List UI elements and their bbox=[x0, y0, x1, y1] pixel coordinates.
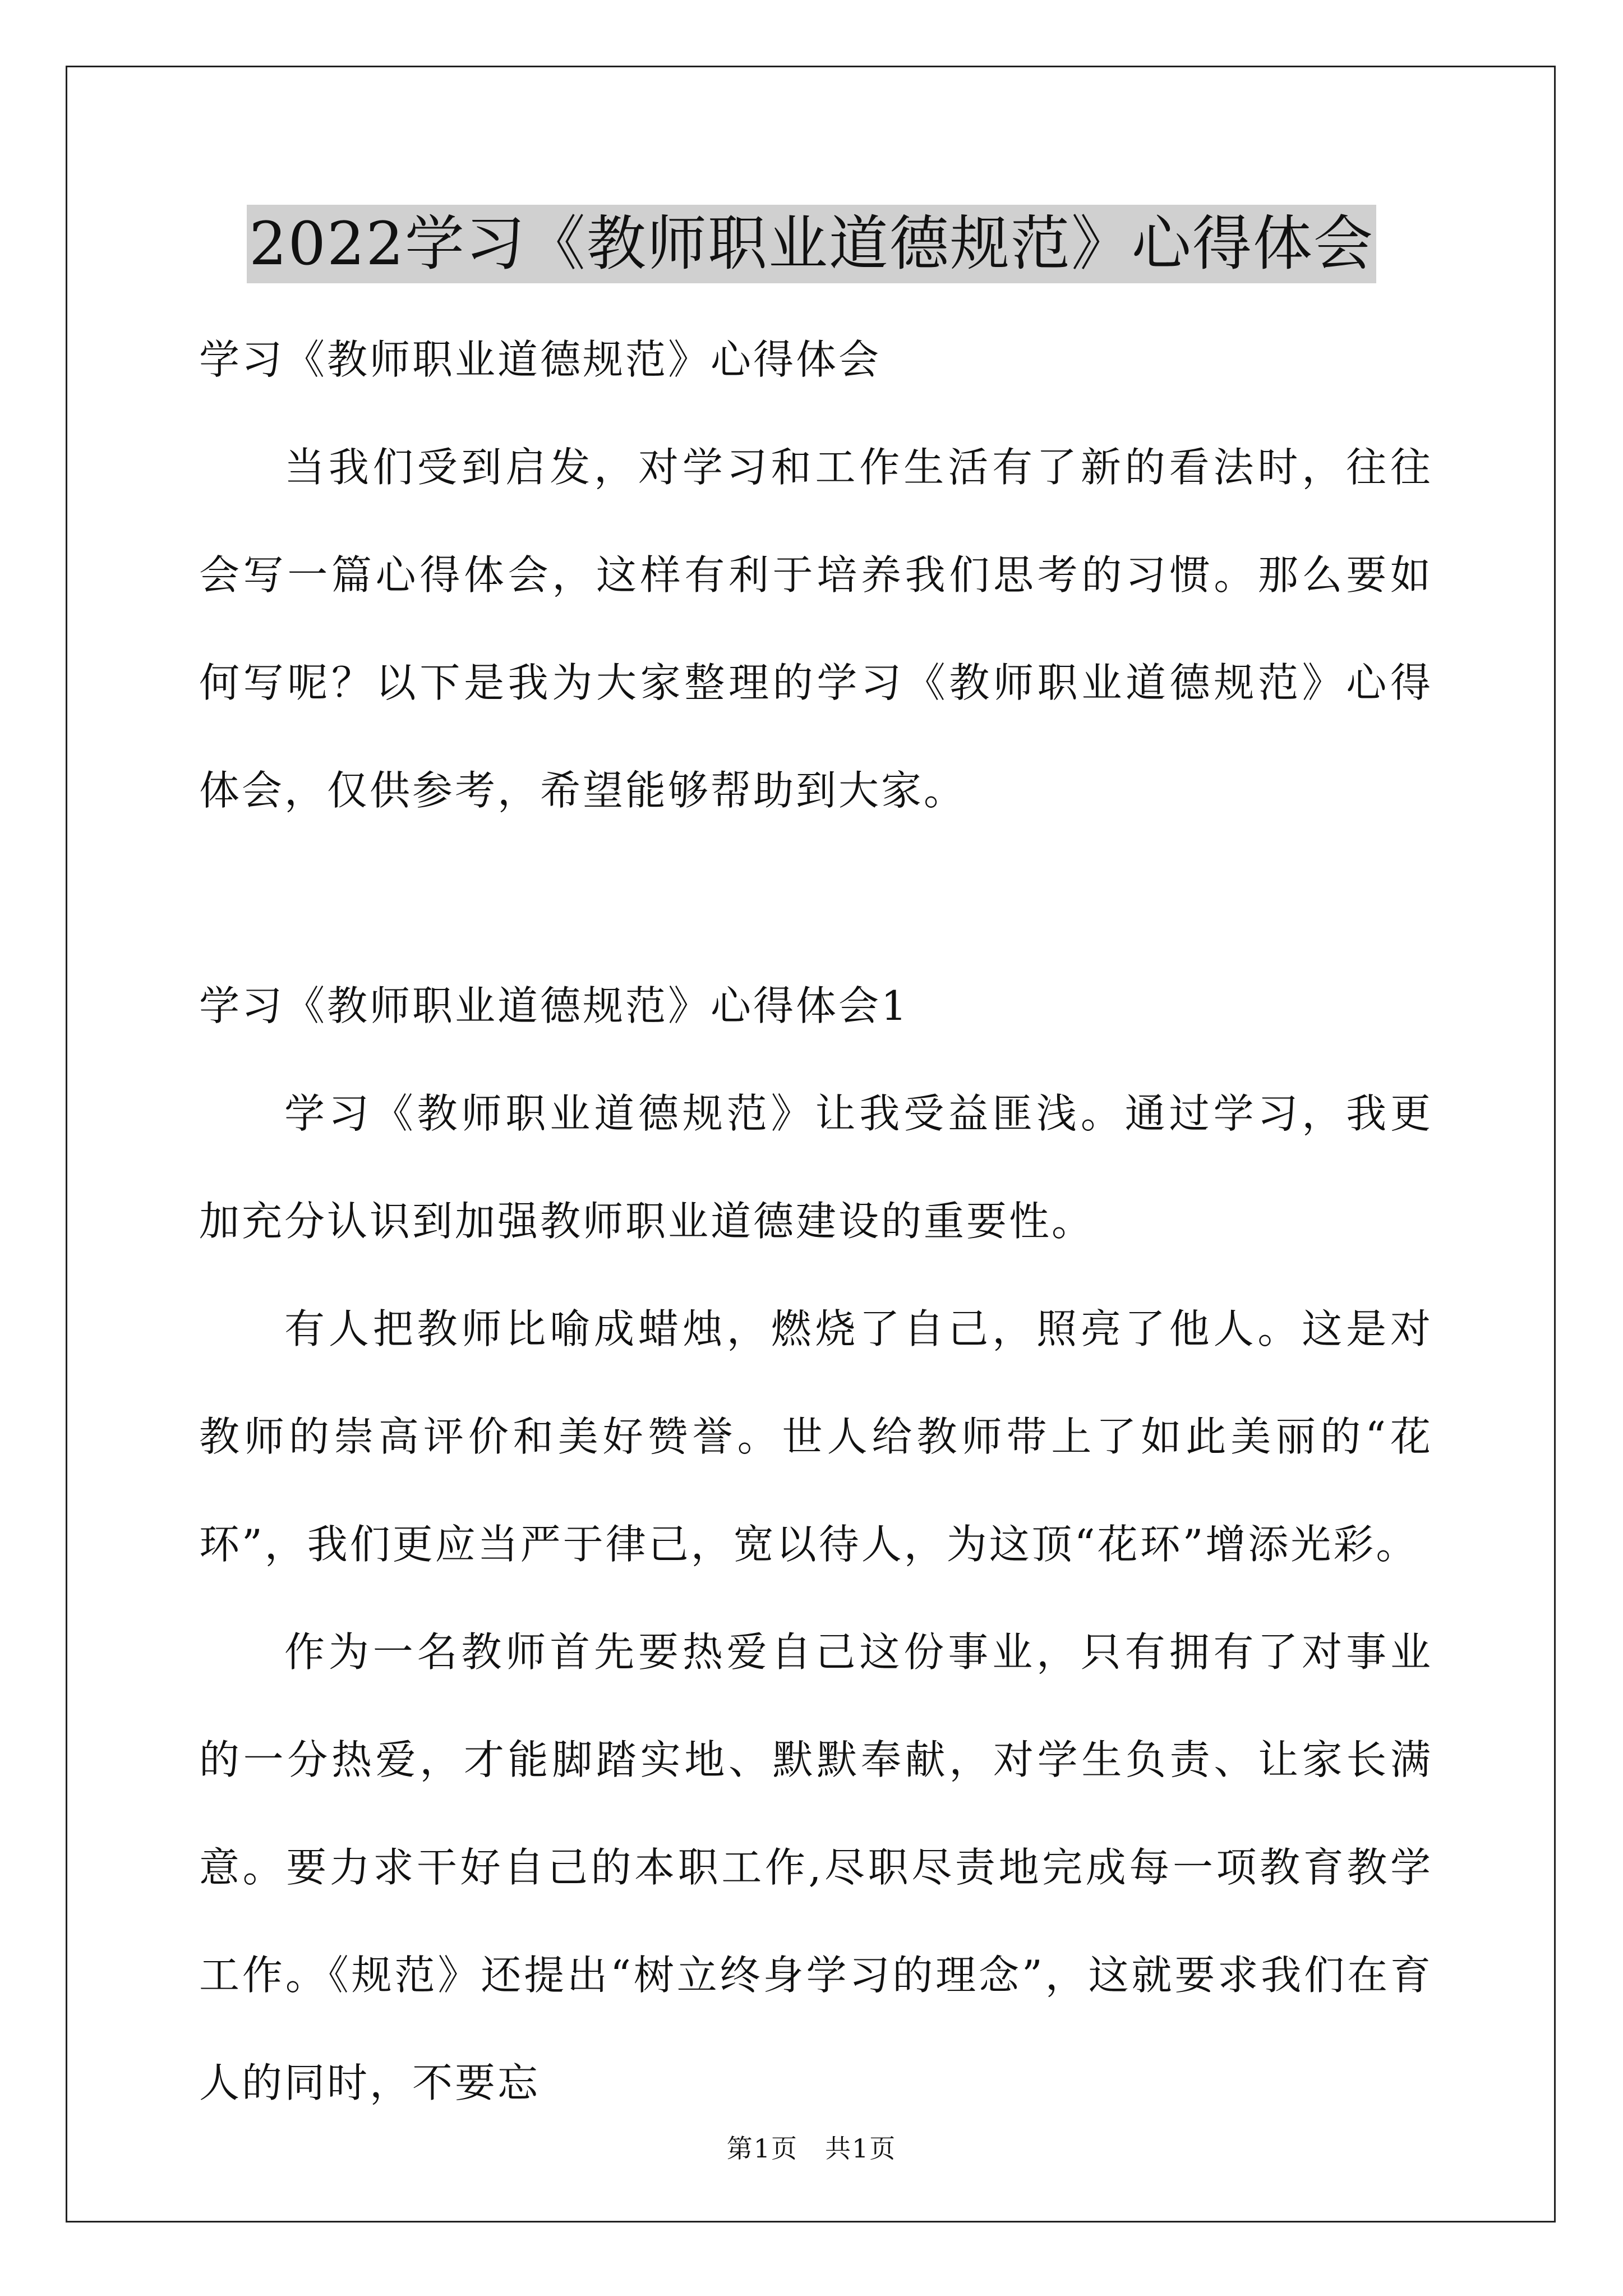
document-title: 2022学习《教师职业道德规范》心得体会 bbox=[247, 205, 1376, 283]
title-container bbox=[0, 205, 1623, 283]
page-footer: 第1页 共1页 bbox=[726, 2133, 897, 2164]
paragraph-intro: 当我们受到启发，对学习和工作生活有了新的看法时，往往会写一篇心得体会，这样有利于培养我们思考的习惯。那么要如何写呢？以下是我为大家整理的学习《教师职业道德规范》心得体会，仅供参考，希望能够帮助到大家。 bbox=[199, 444, 1433, 814]
section-heading-1: 学习《教师职业道德规范》心得体会1 bbox=[199, 982, 909, 1029]
section-heading-intro: 学习《教师职业道德规范》心得体会 bbox=[199, 336, 882, 383]
paragraph-body-3: 作为一名教师首先要热爱自己这份事业，只有拥有了对事业的一分热爱，才能脚踏实地、默默奉献，对学生负责、让家长满意。要力求干好自己的本职工作,尽职尽责地完成每一项教育教学工作。《规范》还提出“树立终身学习的理念”，这就要求我们在育人的同时，不要忘 bbox=[199, 1628, 1433, 2106]
paragraph-body-2: 有人把教师比喻成蜡烛，燃烧了自己，照亮了他人。这是对教师的崇高评价和美好赞誉。世人给教师带上了如此美丽的“花环”，我们更应当严于律己，宽以待人，为这顶“花环”增添光彩。 bbox=[199, 1305, 1433, 1568]
document-body bbox=[199, 306, 1433, 2137]
paragraph-body-1: 学习《教师职业道德规范》让我受益匪浅。通过学习，我更加充分认识到加强教师职业道德建设的重要性。 bbox=[199, 1090, 1433, 1245]
